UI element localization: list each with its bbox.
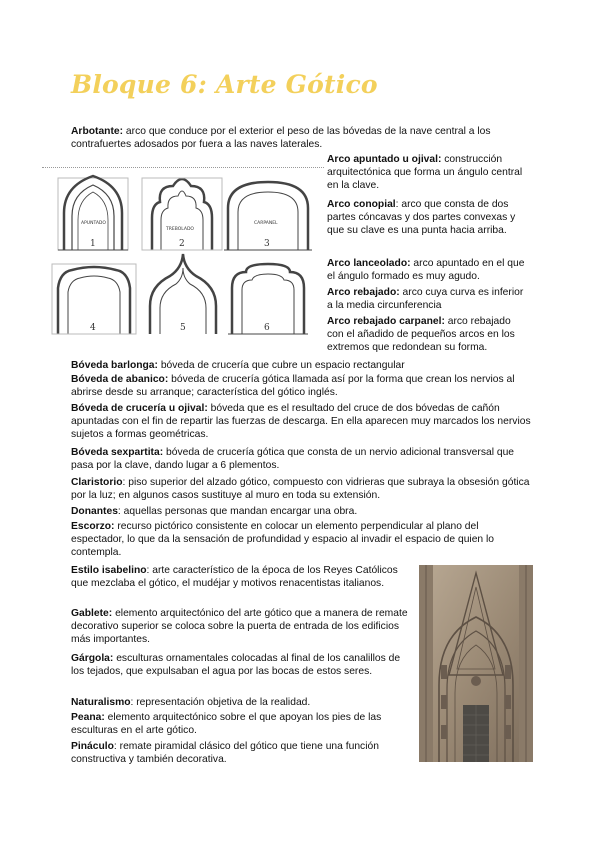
arch-label-3: CARPANEL [254, 221, 278, 226]
entry-claristorio: Claristorio: piso superior del alzado gótico, compuesto con vidrieras que subraya la obsesión gótica por la luz; en algunos casos sustituye al muro en toda su extensión. [71, 477, 530, 502]
entry-gablete: Gablete: elemento arquitectónico del arte gótico que a manera de remate decorativo superior se coloca sobre la puerta de entrada de los edificios más importantes. [71, 608, 408, 646]
arch-number-6: 6 [264, 323, 270, 333]
entry-boveda-cruceria: Bóveda de crucería u ojival: bóveda que es el resultado del cruce de dos bóvedas de cañón apuntadas con el fin de repartir las fuerzas de descarga. En ella aparecen muy marcados los nervios sujetos a formas geométricas. [71, 403, 531, 441]
entry-estilo-isabelino: Estilo isabelino: arte característico de la época de los Reyes Católicos que mezclaba el gótico, el mudéjar y motivos renacentistas italianos. [71, 565, 398, 590]
entry-donantes: Donantes: aquellas personas que mandan encargar una obra. [71, 506, 358, 517]
arch-number-2: 2 [179, 239, 185, 249]
arch-number-4: 4 [90, 323, 96, 333]
entry-arco-lanceolado: Arco lanceolado: arco apuntado en el que el ángulo formado es muy agudo. [327, 258, 525, 283]
entry-arco-apuntado: Arco apuntado u ojival: construcción arquitectónica que forma un ángulo central en la clave. [327, 154, 523, 192]
entry-arco-rebajado: Arco rebajado: arco cuya curva es inferior a la media circunferencia [327, 287, 524, 312]
entry-boveda-sexpartita: Bóveda sexpartita: bóveda de crucería gótica que consta de un nervio adicional transversal que pasa por la clave, dando lugar a 6 plementos. [71, 447, 515, 472]
entry-arco-rebajado-carpanel: Arco rebajado carpanel: arco rebajado con el añadido de pequeños arcos en los extremos que redondean su forma. [327, 316, 515, 354]
entry-pinaculo: Pináculo: remate piramidal clásico del gótico que tiene una función constructiva y también decorativa. [71, 741, 379, 766]
arch-number-3: 3 [264, 239, 270, 249]
gothic-portal-photo [419, 565, 533, 762]
entry-gargola: Gárgola: esculturas ornamentales colocadas al final de los canalillos de los tejados, que expulsaban el agua por las bocas de estos seres. [71, 653, 401, 678]
entry-boveda-abanico: Bóveda de abanico: bóveda de crucería gótica llamada así por la forma que crean los nervios al abrirse desde su arranque; característica del gótico inglés. [71, 374, 515, 399]
entry-escorzo: Escorzo: recurso pictórico consistente en colocar un elemento perpendicular al plano del espectador, lo que da la sensación de profundidad y espacio al invadir el espacio de quien lo contempla. [71, 521, 495, 559]
entry-boveda-barlonga: Bóveda barlonga: bóveda de crucería que cubre un espacio rectangular [71, 360, 405, 371]
entry-arbotante: Arbotante: arco que conduce por el exterior el peso de las bóvedas de la nave central a los contrafuertes adosados por fuera a las naves laterales. [71, 126, 491, 151]
entry-peana: Peana: elemento arquitectónico sobre el que apoyan los pies de las esculturas en el arte gótico. [71, 712, 382, 737]
arch-number-5: 5 [180, 323, 186, 333]
arch-label-2: TREBOLADO [166, 227, 194, 232]
entry-naturalismo: Naturalismo: representación objetiva de la realidad. [71, 697, 311, 708]
entry-arco-conopial: Arco conopial: arco que consta de dos partes cóncavas y dos partes convexas y que su clave es una punta hacia arriba. [327, 199, 516, 237]
arch-number-1: 1 [90, 239, 96, 249]
ogee-arch-drawing [150, 254, 216, 334]
arches-illustration [42, 167, 324, 340]
arch-label-1: APUNTADO [81, 221, 106, 226]
page-title: Bloque 6: Arte Gótico [71, 70, 378, 99]
